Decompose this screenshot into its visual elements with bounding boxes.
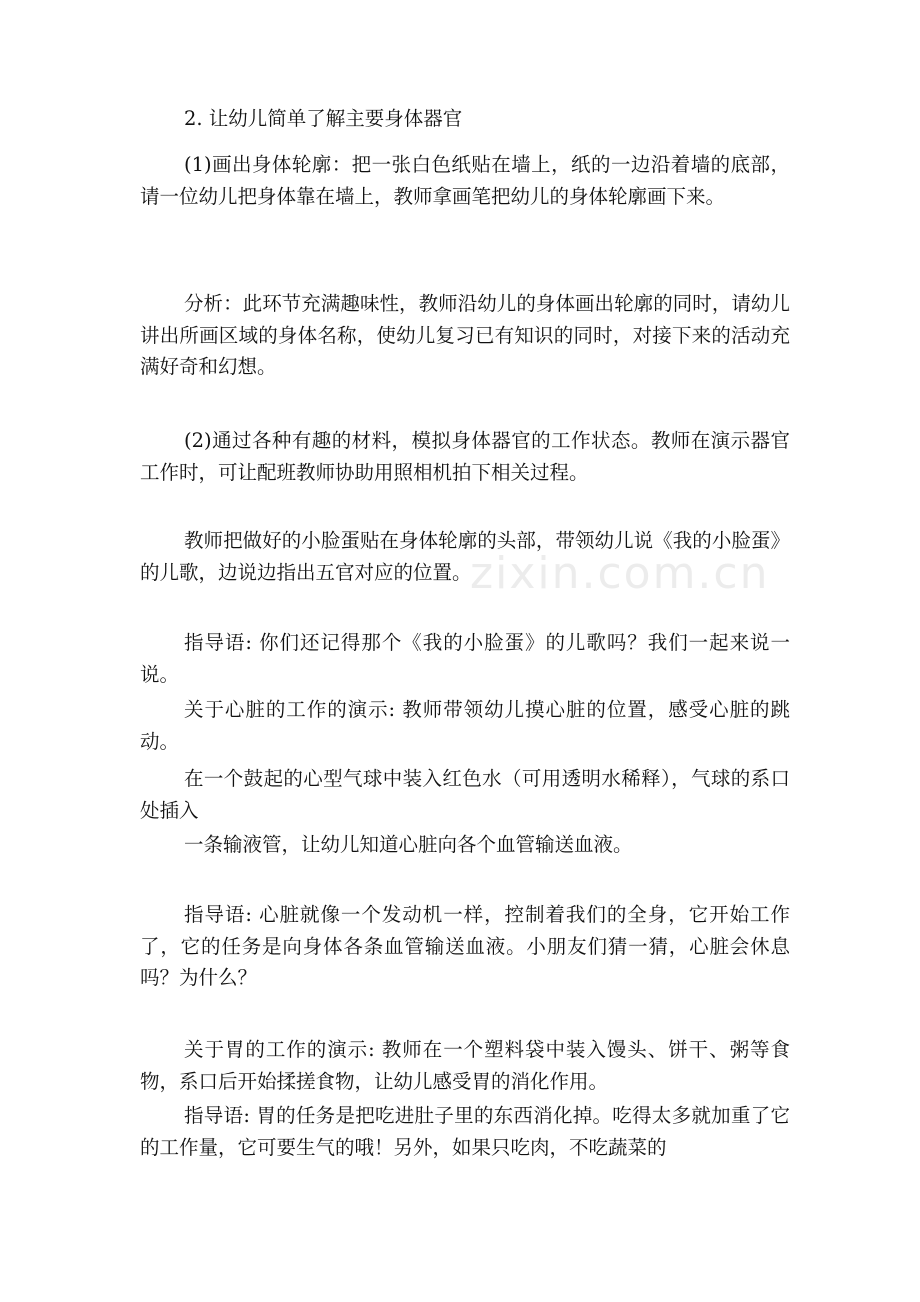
paragraph-analysis: 分析：此环节充满趣味性，教师沿幼儿的身体画出轮廓的同时，请幼儿讲出所画区域的身体名称，使幼儿复习已有知识的同时，对接下来的活动充满好奇和幻想。 <box>140 292 790 378</box>
paragraph-guide-heart: 指导语: 心脏就像一个发动机一样，控制着我们的全身，它开始工作了，它的任务是向身体各条血管输送血液。小朋友们猜一猜，心脏会休息吗？为什么？ <box>140 903 790 989</box>
paragraph-guide-stomach: 指导语: 胃的任务是把吃进肚子里的东西消化掉。吃得太多就加重了它的工作量，它可要生气的哦！另外，如果只吃肉，不吃蔬菜的 <box>140 1104 790 1159</box>
paragraph-guide-face: 指导语: 你们还记得那个《我的小脸蛋》的儿歌吗？我们一起来说一说。 <box>140 631 790 686</box>
watermark: zixin.com.cn <box>470 548 770 599</box>
paragraph-materials: (2)通过各种有趣的材料，模拟身体器官的工作状态。教师在演示器官工作时，可让配班教师协助用照相机拍下相关过程。 <box>140 429 790 484</box>
paragraph-stomach-demo: 关于胃的工作的演示: 教师在一个塑料袋中装入馒头、饼干、粥等食物，系口后开始揉搓食物，让幼儿感受胃的消化作用。 <box>140 1038 790 1093</box>
paragraph-face: 教师把做好的小脸蛋贴在身体轮廓的头部，带领幼儿说《我的小脸蛋》的儿歌，边说边指出五官对应的位置。 <box>140 529 790 584</box>
paragraph-tube: 一条输液管，让幼儿知道心脏向各个血管输送血液。 <box>184 833 633 856</box>
paragraph-draw-outline: (1)画出身体轮廓：把一张白色纸贴在墙上，纸的一边沿着墙的底部，请一位幼儿把身体靠在墙上，教师拿画笔把幼儿的身体轮廓画下来。 <box>140 153 790 208</box>
paragraph-heart-demo: 关于心脏的工作的演示: 教师带领幼儿摸心脏的位置，感受心脏的跳动。 <box>140 698 790 753</box>
paragraph-balloon: 在一个鼓起的心型气球中装入红色水（可用透明水稀释），气球的系口处插入 <box>140 767 790 822</box>
paragraph-heading: 2. 让幼儿简单了解主要身体器官 <box>184 107 463 130</box>
